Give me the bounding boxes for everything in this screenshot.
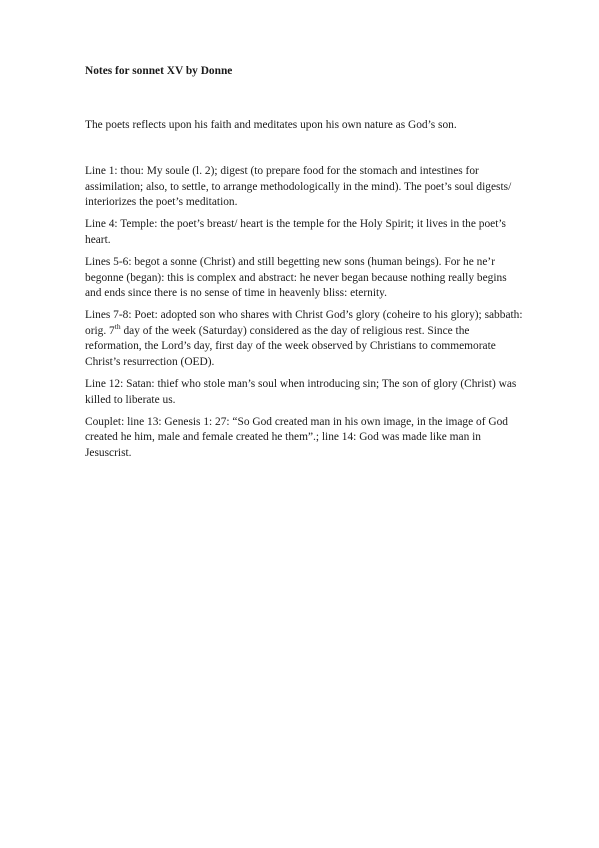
note-lines-7-8-text-start: Lines 7-8: Poet: adopted son who shares with Christ God’s glory (coheire to his glory); sabbath: orig. 7 bbox=[85, 309, 523, 337]
note-line-1: Line 1: thou: My soule (l. 2); digest (to prepare food for the stomach and intestines for assimilation; also, to settle, to arrange methodologically in the mind). The poet’s soul digests/ interiorizes the poet’s meditation. bbox=[85, 165, 512, 209]
intro-paragraph: The poets reflects upon his faith and meditates upon his own nature as God’s son. bbox=[85, 119, 457, 131]
document-body bbox=[85, 64, 525, 459]
note-lines-5-6: Lines 5-6: begot a sonne (Christ) and still begetting new sons (human beings). For he ne’r begonne (began): this is complex and abstract: he never began because nothing really begins and ends since there is no sense of time in heavenly bliss: eternity. bbox=[85, 255, 507, 300]
notes-list bbox=[85, 164, 525, 468]
note-line-12: Line 12: Satan: thief who stole man’s soul when introducing sin; The son of glory (Christ) was killed to liberate us. bbox=[85, 378, 517, 406]
note-lines-7-8-text-end: day of the week (Saturday) considered as the day of religious rest. Since the reformation, the Lord’s day, first day of the week observed by Christians to commemorate Christ’s resurrection (OED). bbox=[85, 324, 496, 369]
document-title: Notes for sonnet XV by Donne bbox=[85, 65, 233, 77]
ordinal-superscript: th bbox=[114, 322, 121, 332]
note-line-4: Line 4: Temple: the poet’s breast/ heart is the temple for the Holy Spirit; it lives in the poet’s heart. bbox=[85, 218, 506, 246]
note-lines-7-8 bbox=[85, 308, 525, 370]
note-couplet: Couplet: line 13: Genesis 1: 27: “So God created man in his own image, in the image of God created he him, male and female created he them”.; line 14: God was made like man in Jesuscrist. bbox=[85, 415, 508, 459]
